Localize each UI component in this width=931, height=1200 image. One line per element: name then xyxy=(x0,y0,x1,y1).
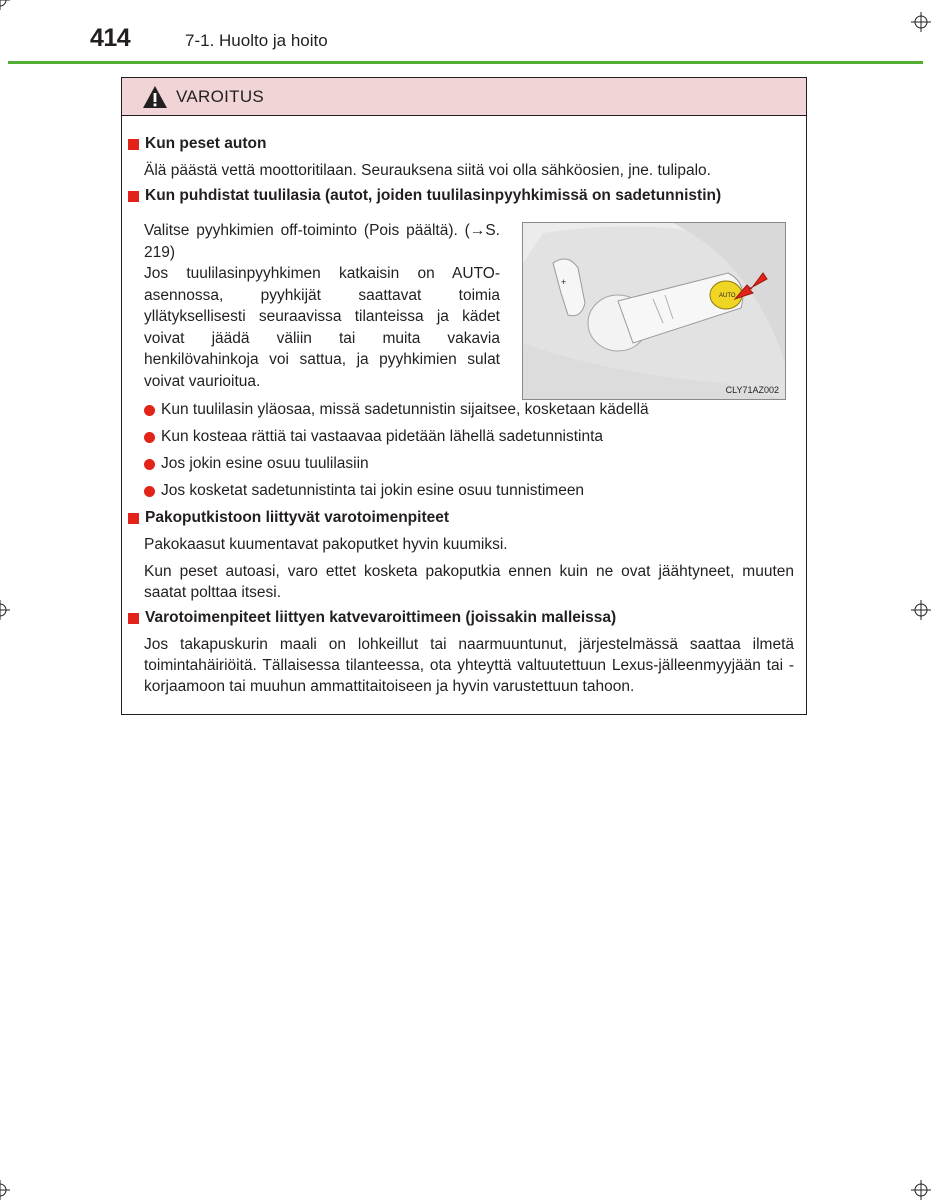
crop-mark-icon xyxy=(0,0,10,10)
paragraph: Pakokaasut kuumentavat pakoputket hyvin kuumiksi. xyxy=(144,536,508,553)
section-heading-windshield: Kun puhdistat tuulilasia (autot, joiden tuulilasinpyyhkimissä on sadetunnistin) xyxy=(128,187,721,205)
red-dot-bullet-icon xyxy=(144,405,155,416)
crop-mark-icon xyxy=(0,600,10,620)
warning-header xyxy=(122,78,806,116)
red-square-bullet-icon xyxy=(128,613,139,624)
warning-box xyxy=(121,77,807,715)
header-rule xyxy=(8,61,923,64)
section-heading-car-wash: Kun peset auton xyxy=(128,135,266,153)
list-item: Jos jokin esine osuu tuulilasiin xyxy=(144,455,369,473)
figure-code: CLY71AZ002 xyxy=(725,385,779,395)
crop-mark-icon xyxy=(911,1180,931,1200)
section-heading-exhaust: Pakoputkistoon liittyvät varotoimenpiteet xyxy=(128,509,449,527)
crop-mark-icon xyxy=(911,600,931,620)
paragraph: Älä päästä vettä moottoritilaan. Seurauksena siitä voi olla sähköosien, jne. tulipalo. xyxy=(144,162,711,179)
paragraph: Kun peset autoasi, varo ettet kosketa pakoputkia ennen kuin ne ovat jäähtyneet, muuten saatat polttaa itsesi. xyxy=(144,563,794,601)
list-item: Kun tuulilasin yläosaa, missä sadetunnistin sijaitsee, kosketaan kädellä xyxy=(144,401,649,419)
paragraph: Jos tuulilasinpyyhkimen katkaisin on AUTO-asennossa, pyyhkijät saattavat toimia yllätyksellisesti seuraavissa tilanteissa ja kädet voivat jäädä väliin tai muita vakavia henkilövahinkoja voi sattua, ja pyyhkimien sulat voivat vaurioitua. xyxy=(144,265,500,390)
list-item: Kun kosteaa rättiä tai vastaavaa pidetään lähellä sadetunnistinta xyxy=(144,428,603,446)
red-dot-bullet-icon xyxy=(144,432,155,443)
page-number: 414 xyxy=(90,24,131,52)
list-item: Jos kosketat sadetunnistinta tai jokin esine osuu tunnistimeen xyxy=(144,482,584,500)
paragraph: Valitse pyyhkimien off-toiminto (Pois päältä). (→S. 219) xyxy=(144,222,500,261)
warning-triangle-icon xyxy=(142,85,168,109)
crop-mark-icon xyxy=(0,1180,10,1200)
wiper-lever-image xyxy=(523,223,785,399)
red-square-bullet-icon xyxy=(128,513,139,524)
red-dot-bullet-icon xyxy=(144,486,155,497)
section-heading-blind-spot: Varotoimenpiteet liittyen katvevaroittimeen (joissakin malleissa) xyxy=(128,609,616,627)
section-title: 7-1. Huolto ja hoito xyxy=(185,31,328,50)
crop-mark-icon xyxy=(911,12,931,32)
red-square-bullet-icon xyxy=(128,139,139,150)
red-square-bullet-icon xyxy=(128,191,139,202)
svg-text:AUTO: AUTO xyxy=(719,293,736,299)
red-dot-bullet-icon xyxy=(144,459,155,470)
warning-title: VAROITUS xyxy=(176,86,265,106)
wiper-switch-illustration xyxy=(522,222,786,400)
svg-text:+: + xyxy=(561,277,567,287)
paragraph: Jos takapuskurin maali on lohkeillut tai naarmuuntunut, järjestelmässä saattaa ilmetä toimintahäiriöitä. Tällaisessa tilanteessa, ota yhteyttä valtuutettuun Lexus-jälleenmyyjään tai -korjaamoon tai muuhun ammattitaitoiseen ja hyvin varustettuun tahoon. xyxy=(144,636,794,695)
